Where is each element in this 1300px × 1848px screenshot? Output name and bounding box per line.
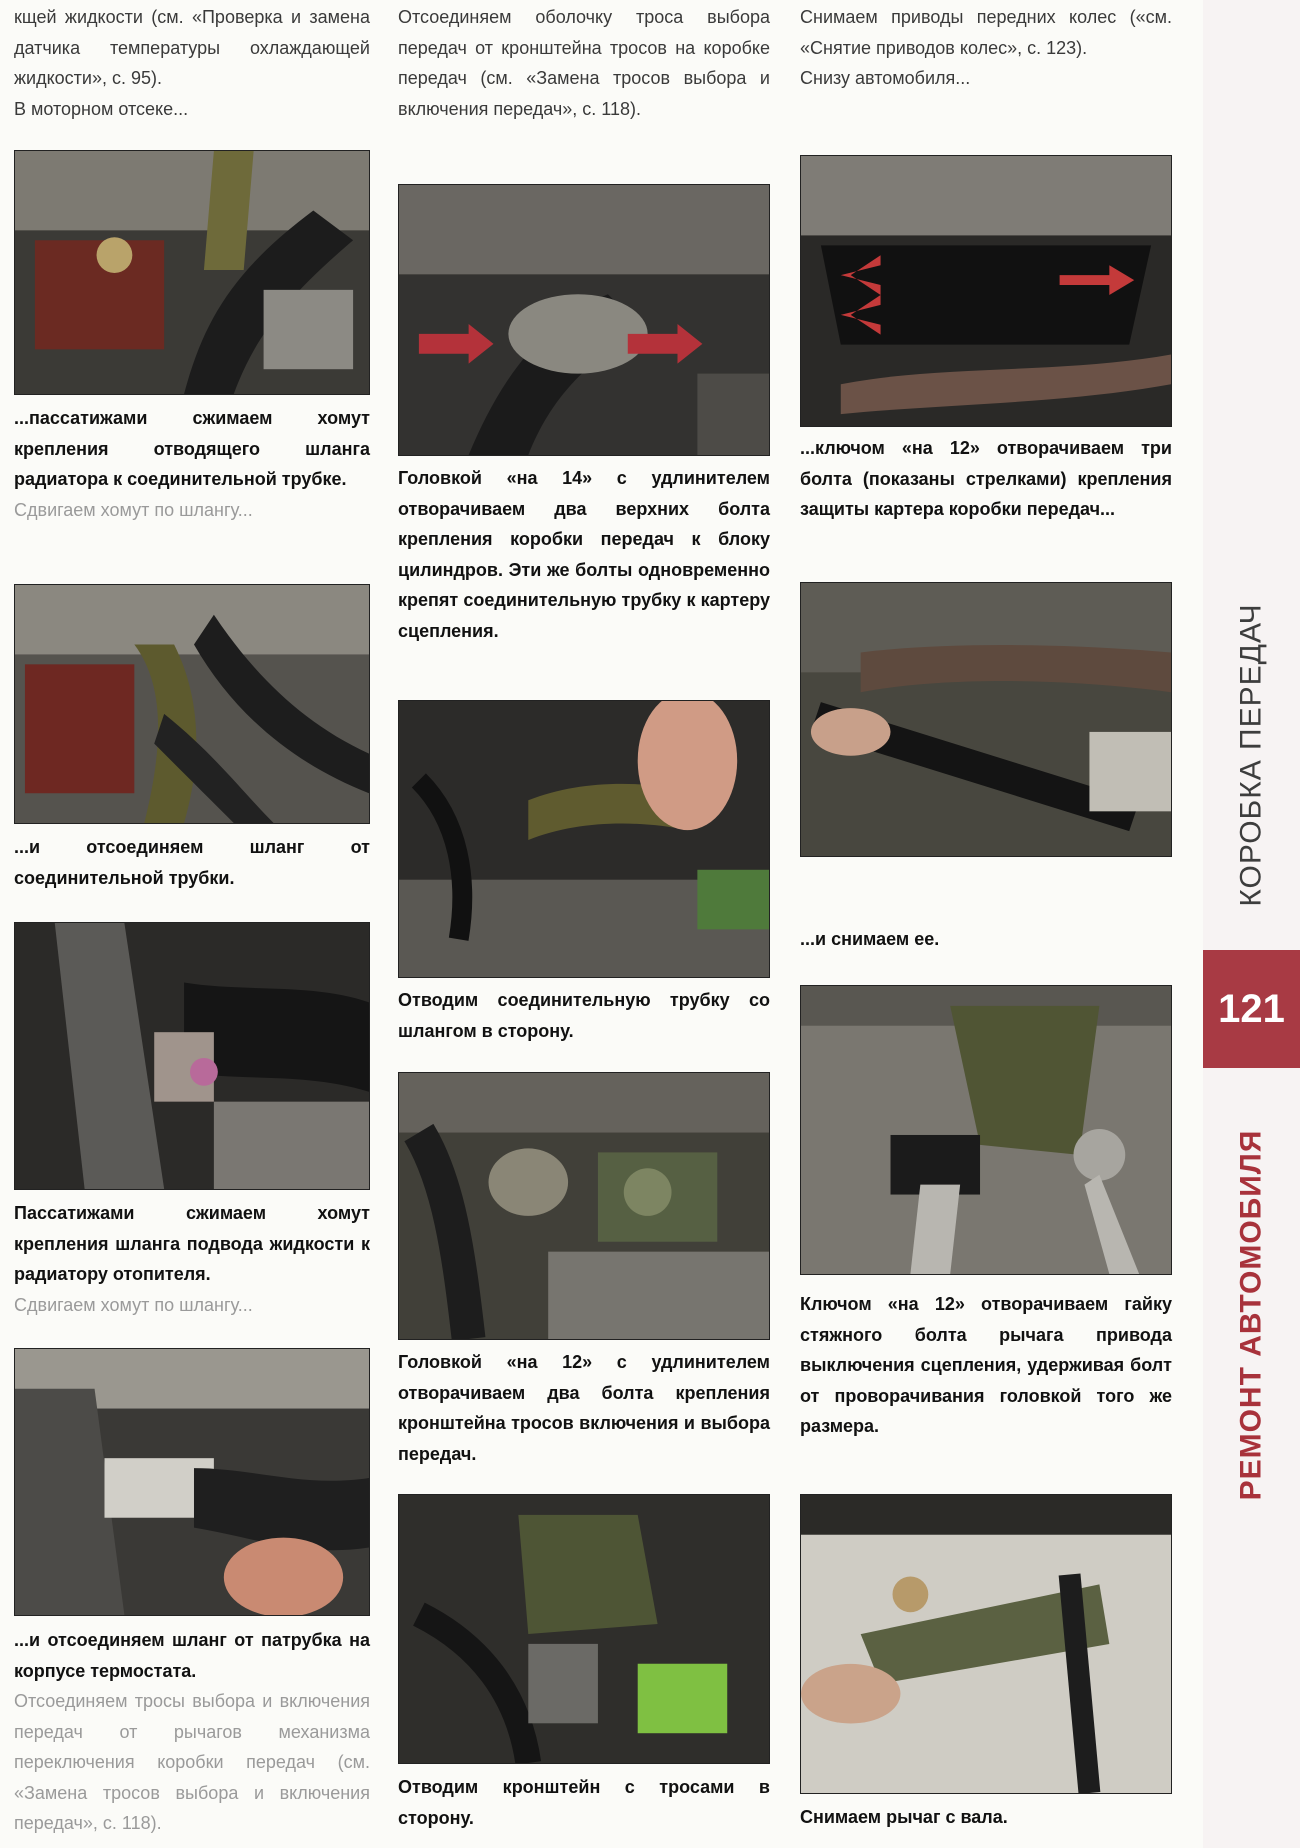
photo-connecting-tube: [398, 700, 770, 978]
col1-step2-caption: ...и отсоединяем шланг от соединительной трубки.: [14, 837, 370, 888]
photo-bracket-bolts: [398, 1072, 770, 1340]
chapter-title: КОРОБКА ПЕРЕДАЧ: [1234, 603, 1268, 907]
page-number: 121: [1203, 950, 1300, 1068]
section-title: РЕМОНТ АВТОМОБИЛЯ: [1234, 1129, 1268, 1501]
col3-step2-caption: ...и снимаем ее.: [800, 929, 940, 949]
photo-bracket-aside: [398, 1494, 770, 1764]
col3-intro: Снимаем приводы передних колес («см. «Снятие приводов колес», с. 123). Снизу автомобиля...: [800, 7, 1172, 88]
photo-radiator-hose-clamp: [14, 150, 370, 395]
col2-intro: Отсоединяем оболочку троса выбора передач от кронштейна тросов на коробке передач (см. «Замена тросов выбора и включения передач», с. 118).: [398, 7, 770, 119]
col1-step4-caption: ...и отсоединяем шланг от патрубка на корпусе термостата. Отсоединяем тросы выбора и включения передач от рычагов механизма переключения коробки передач (см. «Замена тросов выбора и включения передач», с. 118).: [14, 1630, 370, 1833]
col1-step3-caption: Пассатижами сжимаем хомут крепления шланга подвода жидкости к радиатору отопителя. Сдвигаем хомут по шлангу...: [14, 1203, 370, 1315]
col3-step4-caption: Снимаем рычаг с вала.: [800, 1807, 1008, 1827]
photo-heater-hose-clamp: [14, 922, 370, 1190]
photo-thermostat-hose: [14, 1348, 370, 1616]
col1-intro: кщей жидкости (см. «Проверка и замена датчика температуры охлаждающей жидкости», с. 95). В моторном отсеке...: [14, 7, 370, 119]
photo-upper-bolts: [398, 184, 770, 456]
photo-guard-removal: [800, 582, 1172, 857]
col1-step1-caption: ...пассатижами сжимаем хомут крепления отводящего шланга радиатора к соединительной трубке. Сдвигаем хомут по шлангу...: [14, 408, 370, 520]
col3-step3-caption: Ключом «на 12» отворачиваем гайку стяжного болта рычага привода выключения сцепления, удерживая болт от проворачивания головкой того же размера.: [800, 1294, 1172, 1436]
photo-crankcase-guard-bolts: [800, 155, 1172, 427]
sidebar: [1203, 0, 1300, 1848]
col2-step1-caption: Головкой «на 14» с удлинителем отворачиваем два верхних болта крепления коробки передач к блоку цилиндров. Эти же болты одновременно крепят соединительную трубку к картеру сцепления.: [398, 468, 770, 641]
col3-step1-caption: ...ключом «на 12» отворачиваем три болта (показаны стрелками) крепления защиты картера коробки передач...: [800, 438, 1172, 519]
photo-lever-removal: [800, 1494, 1172, 1794]
col2-step3-caption: Головкой «на 12» с удлинителем отворачиваем два болта крепления кронштейна тросов включения и выбора передач.: [398, 1352, 770, 1464]
photo-hose-disconnect: [14, 584, 370, 824]
photo-clutch-lever-nut: [800, 985, 1172, 1275]
col2-step2-caption: Отводим соединительную трубку со шлангом в сторону.: [398, 990, 770, 1041]
col2-step4-caption: Отводим кронштейн с тросами в сторону.: [398, 1777, 770, 1828]
